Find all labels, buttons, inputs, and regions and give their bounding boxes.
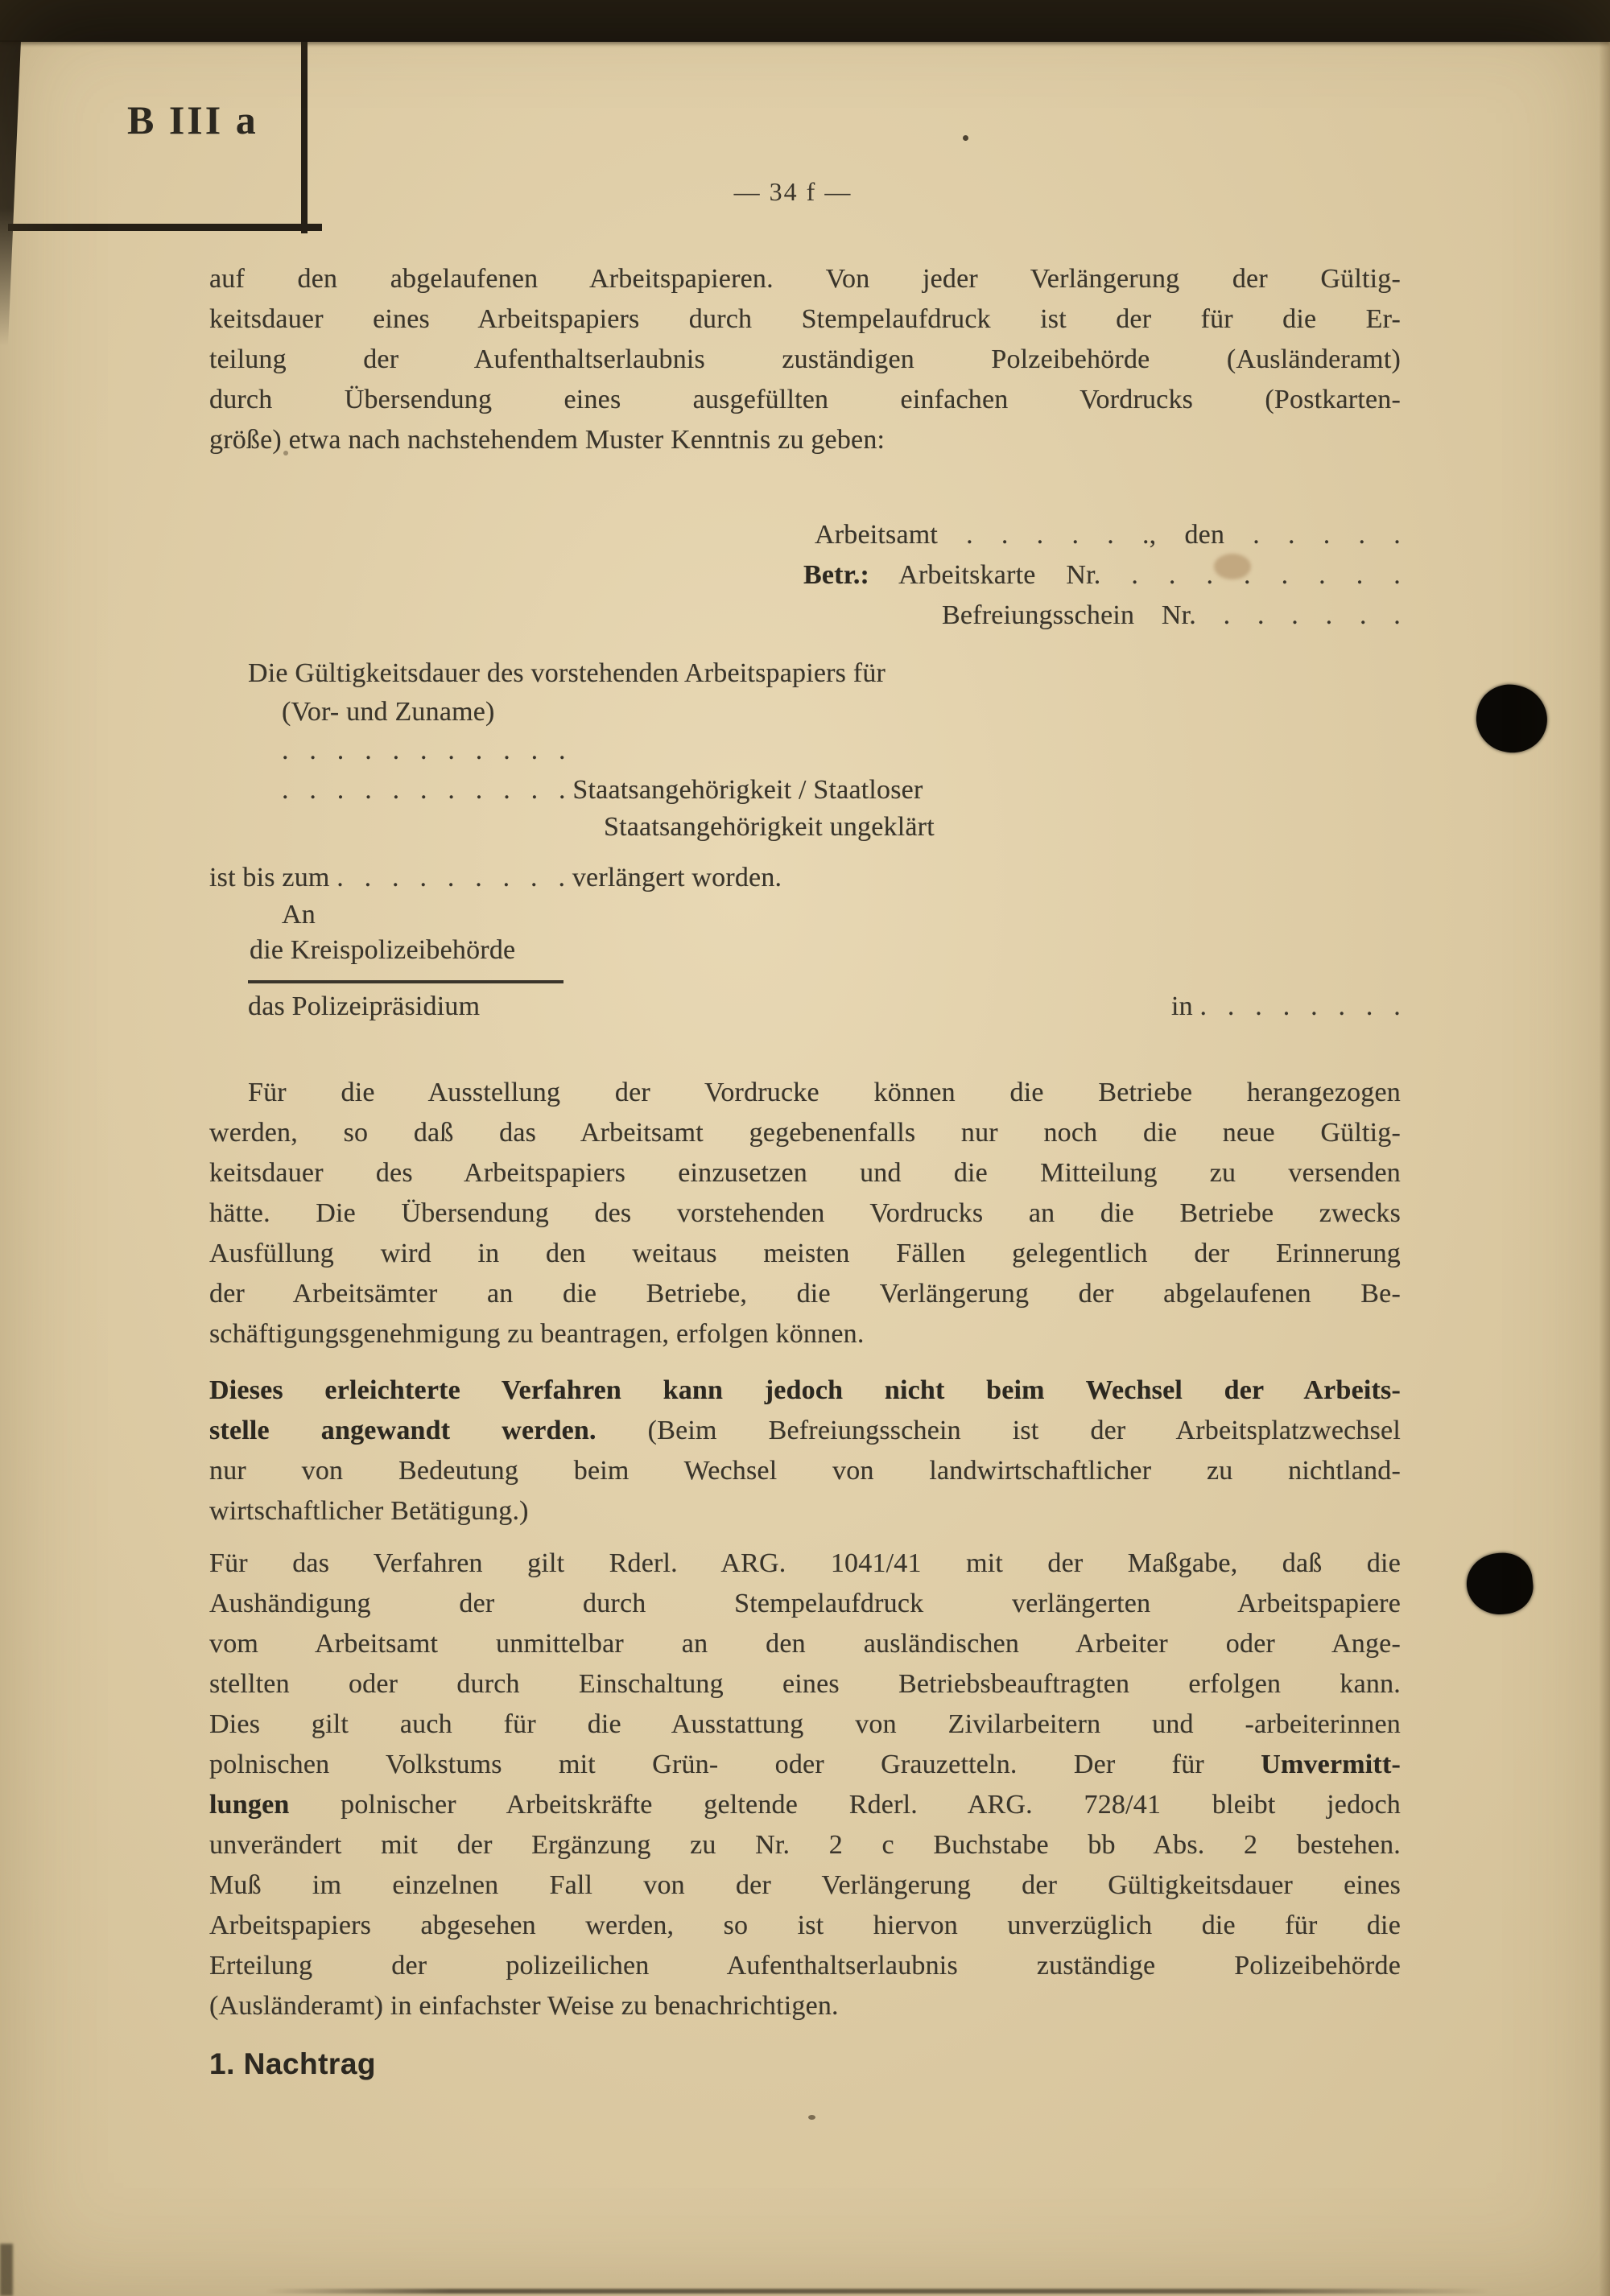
text-run: (Beim Befreiungsschein ist der Arbeitsplatzwechsel	[596, 1416, 1401, 1445]
form-dotted-name-field	[282, 731, 566, 771]
form-line-gueltigkeitsdauer	[248, 653, 886, 694]
text-line	[209, 1451, 1401, 1491]
section-label: B III a	[127, 97, 258, 142]
form-line-in-field	[1171, 987, 1401, 1027]
text-line	[209, 340, 1401, 380]
text-run: das Polizeipräsidium	[248, 991, 481, 1021]
nachtrag-heading: 1. Nachtrag	[209, 2047, 377, 2080]
text-run: unverändert mit der Ergänzung zu Nr. 2 c Buchstabe bb Abs. 2 bestehen.	[209, 1830, 1401, 1860]
form-line-kreispolizeibehoerde	[248, 930, 564, 971]
form-line-an	[282, 895, 316, 935]
dotted-fill-line: . . . . . . . . . . .	[282, 775, 566, 805]
text-run: Für das Verfahren gilt Rderl. ARG. 1041/41 mit der Maßgabe, daß die	[209, 1548, 1401, 1578]
text-line	[209, 1584, 1401, 1624]
text-run: (Vor- und Zuname)	[282, 697, 495, 727]
text-run: wirtschaftlicher Betätigung.)	[209, 1496, 529, 1526]
text-line	[209, 1825, 1401, 1865]
text-line	[209, 299, 1401, 340]
bold-text-run: Dieses erleichterte Verfahren kann jedoch nicht beim Wechsel der Arbeits-	[209, 1375, 1401, 1405]
text-line	[209, 1073, 1401, 1113]
dotted-fill-line: . . . . . . . . . . .	[282, 736, 566, 765]
form-line-befreiungsschein	[803, 596, 1401, 636]
text-run: Ausfüllung wird in den weitaus meisten Fällen gelegentlich der Erinnerung	[209, 1239, 1401, 1268]
paragraph-verfahren-bold	[209, 1371, 1401, 1531]
text-run: Staatsangehörigkeit / Staatloser	[572, 775, 923, 805]
paragraph-ausstellung	[209, 1073, 1401, 1354]
text-run: stellten oder durch Einschaltung eines Betriebsbeauftragten erfolgen kann.	[209, 1669, 1401, 1699]
text-line	[209, 1193, 1401, 1234]
text-line	[209, 1946, 1401, 1986]
bold-text-run: lungen	[209, 1790, 290, 1820]
bold-text-run: Umvermitt-	[1261, 1750, 1401, 1779]
muster-form-header	[803, 515, 1401, 636]
text-run: Erteilung der polizeilichen Aufenthaltserlaubnis zuständige Polizeibehörde	[209, 1951, 1401, 1981]
page-number: — 34 f —	[733, 177, 852, 206]
hole-punch-top	[1472, 680, 1552, 756]
text-run: Die Gültigkeitsdauer des vorstehenden Arbeitspapiers für	[248, 658, 886, 688]
text-line	[209, 1906, 1401, 1946]
form-line-polizeipraesidium	[248, 987, 1401, 1027]
text-run: in	[1170, 991, 1200, 1021]
text-run: größe) etwa nach nachstehendem Muster Kenntnis zu geben:	[209, 425, 886, 455]
hole-punch-bottom	[1463, 1550, 1535, 1618]
form-line-name-hint	[282, 692, 495, 732]
text-run: Muß im einzelnen Fall von der Verlängerung der Gültigkeitsdauer eines	[209, 1870, 1401, 1900]
text-run: nur von Bedeutung beim Wechsel von landwirtschaftlicher zu nichtland-	[209, 1456, 1401, 1486]
text-line	[209, 259, 1401, 299]
text-line	[209, 1491, 1401, 1531]
form-line-betreff	[803, 555, 1401, 596]
text-run: Für die Ausstellung der Vordrucke können die Betriebe herangezogen	[248, 1078, 1401, 1107]
text-run: Arbeitspapiers abgesehen werden, so ist hiervon unverzüglich die für die	[209, 1911, 1401, 1940]
text-line	[209, 1986, 1401, 2026]
text-run: ist bis zum	[209, 863, 337, 892]
text-run: Arbeitskarte Nr. . . . . . . . .	[869, 560, 1401, 590]
paper-right-shadow	[1599, 42, 1610, 2296]
scan-edge-left	[0, 40, 21, 346]
text-run: Arbeitsamt . . . . . ., den . . . . .	[815, 520, 1401, 550]
text-line	[209, 1785, 1401, 1825]
text-run: Staatsangehörigkeit ungeklärt	[604, 812, 935, 842]
text-line	[209, 1544, 1401, 1584]
text-run: keitsdauer des Arbeitspapiers einzusetzen und die Mitteilung zu versenden	[209, 1158, 1401, 1188]
text-run: verlängert worden.	[565, 863, 782, 892]
text-run: teilung der Aufenthaltserlaubnis zuständigen Polzeibehörde (Ausländeramt)	[209, 344, 1401, 374]
bold-text-run: stelle angewandt werden.	[209, 1416, 597, 1445]
text-line	[209, 1153, 1401, 1193]
text-line	[209, 1411, 1401, 1451]
form-line-staatsangehoerigkeit	[282, 770, 923, 810]
dotted-fill-line: . . . . . . . .	[1199, 991, 1401, 1021]
text-run: polnischer Arbeitskräfte geltende Rderl. ARG. 728/41 bleibt jedoch	[289, 1790, 1401, 1820]
dotted-fill-line: . . . . . . . . .	[336, 863, 566, 892]
text-run: polnischen Volkstums mit Grün- oder Grauzetteln. Der für	[209, 1750, 1261, 1779]
paragraph-rderl	[209, 1544, 1401, 2026]
text-run: Aushändigung der durch Stempelaufdruck verlängerten Arbeitspapiere	[209, 1589, 1401, 1618]
text-run: An	[282, 900, 316, 930]
form-line-staat-ungeklaert	[604, 807, 935, 847]
text-run: durch Übersendung eines ausgefüllten einfachen Vordrucks (Postkarten-	[209, 385, 1401, 414]
paragraph-intro	[209, 259, 1401, 460]
text-line	[209, 420, 1401, 460]
scan-edge-corner	[0, 2244, 13, 2296]
betreff-label: Betr.:	[803, 560, 870, 590]
form-line-verlaengert	[209, 858, 782, 898]
text-line	[209, 1865, 1401, 1906]
text-line	[209, 1745, 1401, 1785]
text-line	[209, 1113, 1401, 1153]
text-line	[209, 1704, 1401, 1745]
form-line-arbeitsamt	[803, 515, 1401, 555]
text-run: schäftigungsgenehmigung zu beantragen, erfolgen können.	[209, 1319, 865, 1349]
text-run: auf den abgelaufenen Arbeitspapieren. Von jeder Verlängerung der Gültig-	[209, 264, 1401, 294]
text-line	[209, 380, 1401, 420]
text-line	[209, 1624, 1401, 1664]
text-run: hätte. Die Übersendung des vorstehenden Vordrucks an die Betriebe zwecks	[209, 1198, 1401, 1228]
text-run: der Arbeitsämter an die Betriebe, die Verlängerung der abgelaufenen Be-	[209, 1279, 1401, 1309]
text-run: keitsdauer eines Arbeitspapiers durch Stempelaufdruck ist der für die Er-	[209, 304, 1401, 334]
text-run: Befreiungsschein Nr. . . . . . .	[942, 600, 1401, 630]
text-line	[209, 1274, 1401, 1314]
text-run: (Ausländeramt) in einfachster Weise zu benachrichtigen.	[209, 1991, 839, 2021]
text-run-underlined: die Kreispolizeibehörde	[248, 930, 564, 983]
text-line	[209, 1371, 1401, 1411]
text-run: werden, so daß das Arbeitsamt gegebenenfalls nur noch die neue Gültig-	[209, 1118, 1401, 1148]
text-line	[209, 1664, 1401, 1704]
text-column	[209, 0, 1401, 2296]
text-line	[209, 1314, 1401, 1354]
text-line	[209, 1234, 1401, 1274]
text-run: vom Arbeitsamt unmittelbar an den ausländischen Arbeiter oder Ange-	[209, 1629, 1401, 1659]
text-run: Dies gilt auch für die Ausstattung von Zivilarbeitern und -arbeiterinnen	[209, 1709, 1401, 1739]
